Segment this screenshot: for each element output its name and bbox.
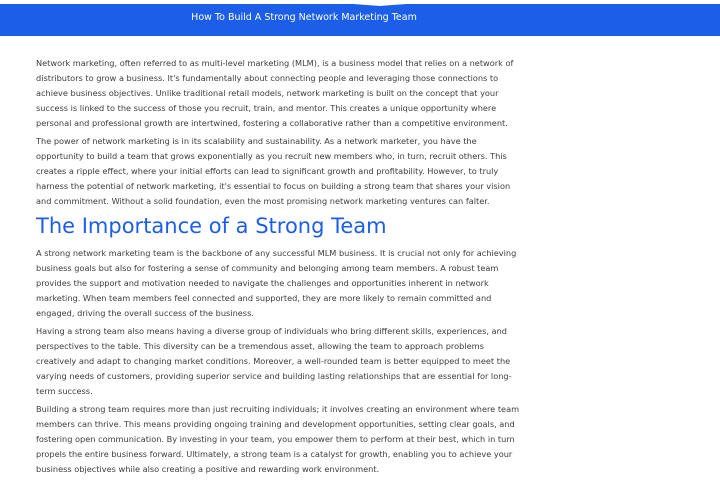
section-heading: The Importance of a Strong Team — [36, 214, 387, 238]
banner-notch-decoration — [300, 0, 460, 6]
intro-paragraph-2: The power of network marketing is in its scalability and sustainability. As a network marketer, you have the opportunity to build a team that grows exponentially as you recruit new members who, in turn, recruit others. This creates a ripple effect, where your initial efforts can lead to significant growth and profitability. However, to truly harness the potential of network marketing, it's essential to focus on building a strong team that shares your vision and commitment. Without a solid foundation, even the most promising network marketing ventures can falter. — [36, 136, 511, 206]
section-paragraph-2: Having a strong team also means having a diverse group of individuals who bring different skills, experiences, and perspectives to the table. This diversity can be a tremendous asset, allowing the team to approach problems creatively and adapt to changing market conditions. Moreover, a well-rounded team is better equipped to meet the varying needs of customers, providing superior service and building lasting relationships that are essential for long-term success. — [36, 326, 512, 396]
section-paragraph-3: Building a strong team requires more than just recruiting individuals; it involves creating an environment where team members can thrive. This means providing ongoing training and development opportunities, setting clear goals, and fostering open communication. By investing in your team, you empower them to perform at their best, which in turn propels the entire business forward. Ultimately, a strong team is a catalyst for growth, enabling you to achieve your business objectives while also creating a positive and rewarding work environment. — [36, 404, 520, 474]
title-banner — [0, 0, 720, 36]
article-body — [36, 56, 523, 480]
page-title: How To Build A Strong Network Marketing Team — [191, 12, 417, 23]
intro-paragraph-1: Network marketing, often referred to as multi-level marketing (MLM), is a business model that relies on a network of distributors to grow a business. It's fundamentally about connecting people and leveraging those connections to achieve business objectives. Unlike traditional retail models, network marketing is built on the concept that your success is linked to the success of those you recruit, train, and mentor. This creates a unique opportunity where personal and professional growth are intertwined, fostering a collaborative rather than a competitive environment. — [36, 58, 514, 128]
section-paragraph-1: A strong network marketing team is the backbone of any successful MLM business. It is crucial not only for achieving business goals but also for fostering a sense of community and belonging among team members. A robust team provides the support and motivation needed to navigate the challenges and opportunities inherent in network marketing. When team members feel connected and supported, they are more likely to remain committed and engaged, driving the overall success of the business. — [36, 248, 517, 318]
